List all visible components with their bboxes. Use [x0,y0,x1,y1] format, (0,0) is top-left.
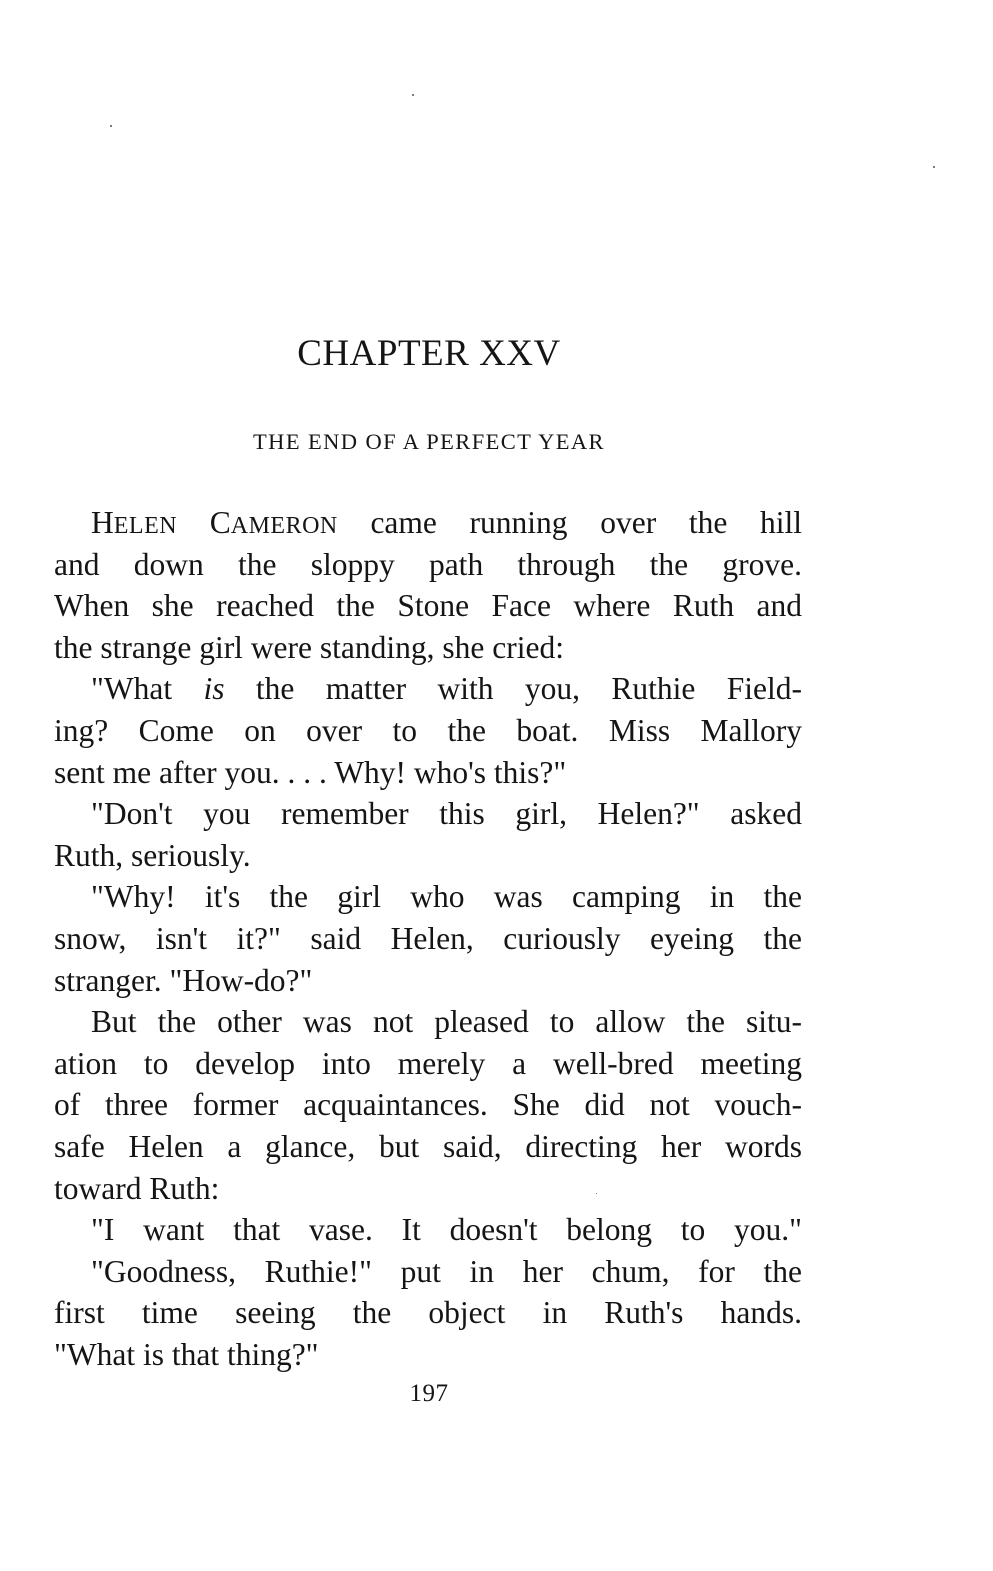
scan-speck [933,166,935,168]
scan-speck [110,125,112,127]
text-line: But the other was not pleased to allow the situ- [91,1004,802,1040]
page-number: 197 [409,1380,449,1407]
scan-speck [412,94,414,96]
text-line: When she reached the Stone Face where Ruth and [54,588,802,624]
small-caps-rest: ELEN [113,513,178,539]
text-line: "Why! it's the girl who was camping in the [91,879,802,915]
text-line [54,668,802,710]
text-line: snow, isn't it?" said Helen, curiously eyeing the [54,920,802,956]
text-line: Ruth, seriously. [54,837,251,873]
body-text [54,502,802,1375]
small-caps-rest: AMERON [230,513,338,539]
text-line: sent me after you. . . . Why! who's this?" [54,754,567,790]
emphasis-text: is [203,671,225,707]
text-line: stranger. "How-do?" [54,962,313,998]
small-caps-initial: C [209,505,231,540]
text-line: safe Helen a glance, but said, directing her words [54,1128,802,1164]
text-line: "Goodness, Ruthie!" put in her chum, for the [91,1253,802,1289]
text-line: first time seeing the object in Ruth's hands. [54,1295,802,1331]
text-line: "Don't you remember this girl, Helen?" asked [91,796,802,832]
text-line: of three former acquaintances. She did not vouch- [54,1087,802,1123]
paragraph-opening-line [54,502,802,544]
chapter-title: CHAPTER XXV [297,333,561,374]
chapter-subtitle: THE END OF A PERFECT YEAR [253,429,605,454]
text-line: toward Ruth: [54,1170,220,1206]
line-text: the matter with you, Ruthie Field- [224,671,802,707]
text-line: and down the sloppy path through the grove. [54,546,802,582]
text-line: "What is that thing?" [54,1336,319,1372]
text-line: ing? Come on over to the boat. Miss Mallory [54,712,802,748]
line-text: came running over the hill [370,505,802,540]
text-line: the strange girl were standing, she cried: [54,629,564,665]
text-line: "I want that vase. It doesn't belong to you." [91,1212,802,1248]
small-caps-initial: H [91,505,114,540]
text-line: ation to develop into merely a well-bred meeting [54,1045,802,1081]
line-text: "What [91,671,204,707]
